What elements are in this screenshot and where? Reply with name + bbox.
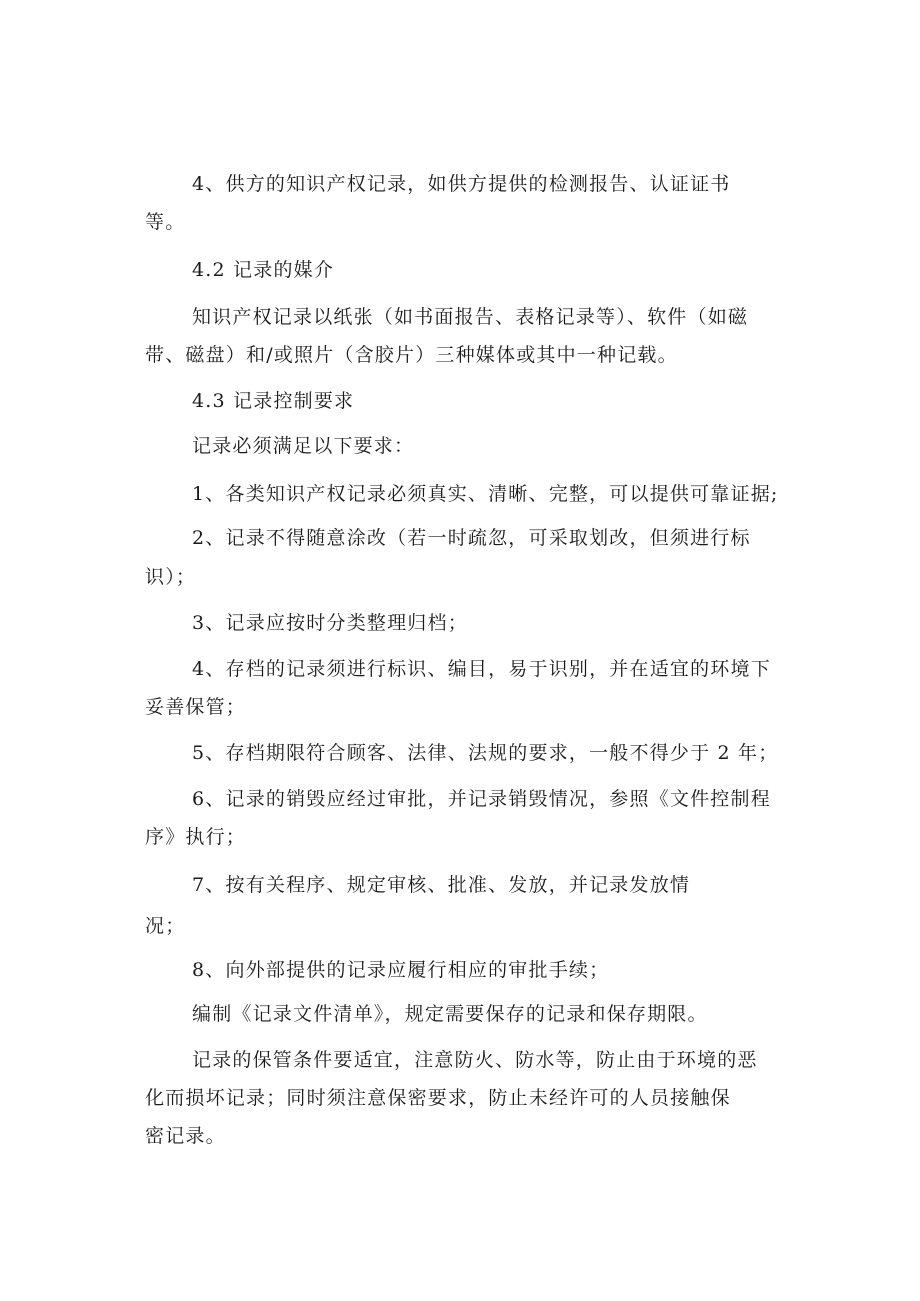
section-heading-4-2: 4.2 记录的媒介 [192,259,335,281]
records-list-paragraph: 编制《记录文件清单》，规定需要保存的记录和保存期限。 [192,1003,708,1025]
paragraph-media: 知识产权记录以纸张（如书面报告、表格记录等）、软件（如磁 [192,306,749,328]
requirement-1: 1、各类知识产权记录必须真实、清晰、完整，可以提供可靠证据; [192,483,779,505]
requirements-intro: 记录必须满足以下要求： [192,435,415,457]
requirement-2: 2、记录不得随意涂改（若一时疏忽，可采取划改，但须进行标 [192,527,751,549]
item-4-supplier-records: 4、供方的知识产权记录，如供方提供的检测报告、认证证书 [192,173,731,195]
storage-paragraph-cont-2: 密记录。 [145,1125,226,1147]
paragraph-media-cont: 带、磁盘）和/或照片（含胶片）三种媒体或其中一种记载。 [145,344,678,366]
requirement-5: 5、存档期限符合顾客、法律、法规的要求，一般不得少于 2 年； [192,742,779,764]
requirement-2-cont: 识）； [145,566,197,588]
requirement-8: 8、向外部提供的记录应履行相应的审批手续； [192,959,610,981]
requirement-4: 4、存档的记录须进行标识、编目，易于识别，并在适宜的环境下 [192,658,771,680]
requirement-3: 3、记录应按时分类整理归档； [192,612,468,634]
item-4-supplier-records-cont: 等。 [145,211,186,233]
requirement-7-cont: 况； [145,915,186,937]
storage-paragraph-cont-1: 化而损坏记录；同时须注意保密要求，防止未经许可的人员接触保 [145,1087,731,1109]
storage-paragraph: 记录的保管条件要适宜，注意防火、防水等，防止由于环境的恶 [192,1049,758,1071]
requirement-4-cont: 妥善保管； [145,696,247,718]
requirement-6-cont: 序》执行； [145,826,247,848]
requirement-7: 7、按有关程序、规定审核、批准、发放，并记录发放情 [192,874,691,896]
section-heading-4-3: 4.3 记录控制要求 [192,390,355,412]
requirement-6: 6、记录的销毁应经过审批，并记录销毁情况，参照《文件控制程 [192,788,771,810]
